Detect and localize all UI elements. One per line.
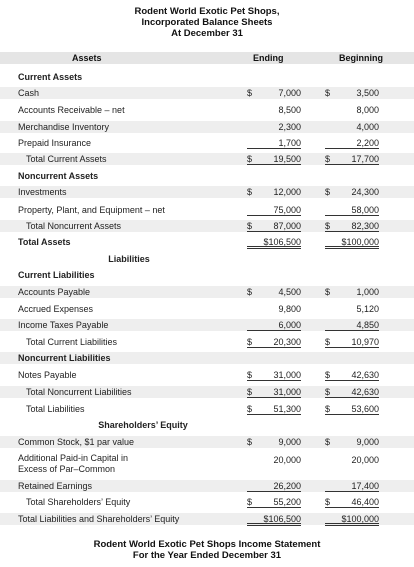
- row-label: Total Liabilities: [26, 404, 85, 414]
- currency-sign: $: [325, 154, 331, 164]
- currency-sign: $: [247, 370, 253, 380]
- column-header-bar: [0, 52, 414, 64]
- row-total-noncurrent-liabilities: [0, 386, 414, 398]
- beginning-investments: $ 24,300: [325, 187, 379, 197]
- currency-sign: $: [247, 287, 253, 297]
- beginning-accrued: 5,120: [356, 304, 379, 314]
- row-total-assets: [0, 236, 414, 248]
- row-label: Accrued Expenses: [18, 304, 94, 314]
- section-label: Noncurrent Liabilities: [18, 353, 111, 363]
- beginning-notes: $ 42,630: [325, 370, 379, 380]
- beginning-tncl: $ 42,630: [325, 387, 379, 397]
- currency-sign: $: [247, 404, 253, 414]
- row-label: Investments: [18, 187, 67, 197]
- row-label: Income Taxes Payable: [18, 320, 109, 330]
- section-label: Current Liabilities: [18, 270, 95, 280]
- beginning-ar: 8,000: [356, 105, 379, 115]
- ending-tca: $ 19,500: [247, 154, 301, 164]
- beginning-tl: $ 53,600: [325, 404, 379, 414]
- beginning-tlse: $100,000: [325, 513, 379, 526]
- row-label: Total Assets: [18, 237, 71, 247]
- row-label: Common Stock, $1 par value: [18, 437, 135, 447]
- beginning-total-assets: $100,000: [325, 236, 379, 249]
- ending-ppe: 75,000: [247, 204, 301, 216]
- ending-tse: $ 55,200: [247, 497, 301, 507]
- currency-sign: $: [325, 404, 331, 414]
- currency-sign: $: [325, 437, 331, 447]
- row-total-liabilities: [0, 403, 414, 415]
- currency-sign: $: [247, 187, 253, 197]
- row-total-liabilities-and-equity: [0, 513, 414, 525]
- ending-tnca: $ 87,000: [247, 221, 301, 231]
- row-income-taxes-payable: [0, 319, 414, 331]
- section-current-assets: [0, 71, 414, 83]
- row-total-current-liabilities: [0, 336, 414, 348]
- currency-sign: $: [247, 221, 253, 231]
- row-accrued-expenses: [0, 303, 414, 315]
- row-label: Total Shareholders’ Equity: [26, 497, 131, 507]
- ending-investments: $ 12,000: [247, 187, 301, 197]
- currency-sign: $: [247, 437, 253, 447]
- column-header-assets: Assets: [72, 53, 102, 63]
- row-total-noncurrent-assets: [0, 220, 414, 232]
- ending-re: 26,200: [247, 480, 301, 492]
- heading-shareholders-equity: Shareholders’ Equity: [98, 420, 188, 430]
- row-label: Total Current Assets: [26, 154, 107, 164]
- row-accounts-receivable: [0, 104, 414, 116]
- beginning-apic: 20,000: [351, 455, 379, 465]
- report-title-line3: At December 31: [171, 28, 243, 39]
- ending-cash: $ 7,000: [247, 88, 301, 98]
- row-label: Retained Earnings: [18, 481, 93, 491]
- row-inventory: [0, 121, 414, 133]
- row-label: Total Current Liabilities: [26, 337, 118, 347]
- section-label: Noncurrent Assets: [18, 171, 99, 181]
- row-label: Accounts Payable: [18, 287, 91, 297]
- beginning-itp: 4,850: [325, 319, 379, 331]
- heading-liabilities: Liabilities: [108, 254, 150, 264]
- currency-sign: $: [247, 497, 253, 507]
- ending-inventory: 2,300: [278, 122, 301, 132]
- column-header-ending: Ending: [253, 53, 284, 63]
- ending-ap: $ 4,500: [247, 287, 301, 297]
- row-total-shareholders-equity: [0, 496, 414, 508]
- section-noncurrent-liabilities: [0, 352, 414, 364]
- row-label-line1: Additional Paid-in Capital in: [18, 453, 129, 463]
- report-title-line2: Incorporated Balance Sheets: [141, 17, 273, 28]
- ending-cs: $ 9,000: [247, 437, 301, 447]
- currency-sign: $: [325, 387, 331, 397]
- row-label: Total Noncurrent Assets: [26, 221, 122, 231]
- ending-tcl: $ 20,300: [247, 337, 301, 347]
- beginning-tcl: $ 10,970: [325, 337, 379, 347]
- income-statement-title-line1: Rodent World Exotic Pet Shops Income Statement: [93, 539, 321, 550]
- ending-prepaid: 1,700: [247, 137, 301, 149]
- currency-sign: $: [325, 221, 331, 231]
- currency-sign: $: [247, 337, 253, 347]
- ending-itp: 6,000: [247, 319, 301, 331]
- currency-sign: $: [325, 497, 331, 507]
- currency-sign: $: [325, 287, 331, 297]
- row-common-stock: [0, 436, 414, 448]
- section-current-liabilities: [0, 269, 414, 281]
- beginning-tca: $ 17,700: [325, 154, 379, 164]
- beginning-inventory: 4,000: [356, 122, 379, 132]
- ending-accrued: 9,800: [278, 304, 301, 314]
- row-notes-payable: [0, 369, 414, 381]
- row-retained-earnings: [0, 480, 414, 492]
- row-apic: [0, 453, 414, 477]
- beginning-re: 17,400: [325, 480, 379, 492]
- ending-tlse: $106,500: [247, 513, 301, 526]
- row-label: Merchandise Inventory: [18, 122, 110, 132]
- ending-apic: 20,000: [273, 455, 301, 465]
- row-label: Property, Plant, and Equipment – net: [18, 205, 165, 215]
- ending-tncl: $ 31,000: [247, 387, 301, 397]
- beginning-tse: $ 46,400: [325, 497, 379, 507]
- ending-notes: $ 31,000: [247, 370, 301, 380]
- currency-sign: $: [325, 337, 331, 347]
- row-ppe: [0, 204, 414, 216]
- ending-total-assets: $106,500: [247, 236, 301, 249]
- beginning-ap: $ 1,000: [325, 287, 379, 297]
- currency-sign: $: [247, 154, 253, 164]
- section-label: Current Assets: [18, 72, 83, 82]
- currency-sign: $: [325, 88, 331, 98]
- row-label: Accounts Receivable – net: [18, 105, 125, 115]
- currency-sign: $: [247, 88, 253, 98]
- row-cash: [0, 87, 414, 99]
- row-investments: [0, 186, 414, 198]
- currency-sign: $: [325, 370, 331, 380]
- row-accounts-payable: [0, 286, 414, 298]
- row-prepaid-insurance: [0, 137, 414, 149]
- row-label: Total Noncurrent Liabilities: [26, 387, 132, 397]
- row-label-line2: Excess of Par–Common: [18, 464, 116, 474]
- currency-sign: $: [247, 387, 253, 397]
- column-header-beginning: Beginning: [339, 53, 383, 63]
- beginning-tnca: $ 82,300: [325, 221, 379, 231]
- currency-sign: $: [325, 187, 331, 197]
- row-total-current-assets: [0, 153, 414, 165]
- beginning-cash: $ 3,500: [325, 88, 379, 98]
- row-label: Cash: [18, 88, 40, 98]
- row-label: Notes Payable: [18, 370, 77, 380]
- ending-tl: $ 51,300: [247, 404, 301, 414]
- beginning-ppe: 58,000: [325, 204, 379, 216]
- row-label: Total Liabilities and Shareholders’ Equity: [18, 514, 180, 524]
- ending-ar: 8,500: [278, 105, 301, 115]
- report-title-line1: Rodent World Exotic Pet Shops,: [134, 6, 280, 17]
- beginning-cs: $ 9,000: [325, 437, 379, 447]
- section-noncurrent-assets: [0, 170, 414, 182]
- row-label: Prepaid Insurance: [18, 138, 92, 148]
- beginning-prepaid: 2,200: [325, 137, 379, 149]
- income-statement-title-line2: For the Year Ended December 31: [132, 550, 282, 561]
